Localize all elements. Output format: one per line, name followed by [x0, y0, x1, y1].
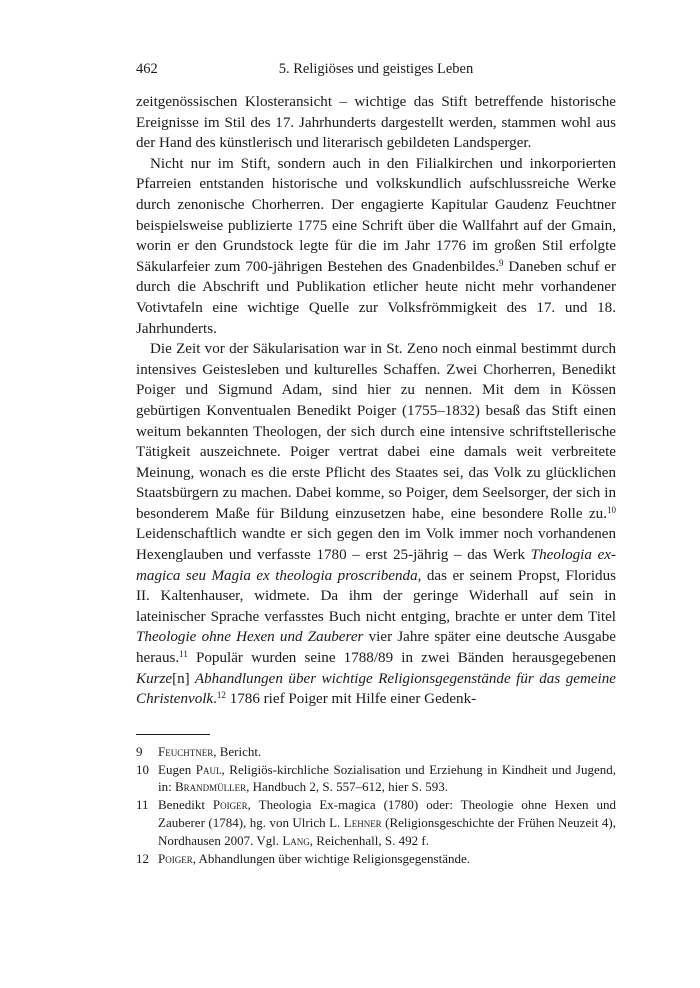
- book-page: [136, 61, 616, 867]
- footnote-10: 10 Eugen Paul, Religiös-kirchliche Sozialisation und Erziehung in Kindheit und Jugend, in: Brandmüller, Handbuch 2, S. 557–612, hier S. 593.: [136, 761, 617, 795]
- footnote-11: 11 Benedikt Poiger, Theologia Ex-magica (1780) oder: Theologie ohne Hexen und Zauberer (1784), hg. von Ulrich L. Lehner (Religionsgeschichte der Frühen Neuzeit 4), Nordhausen 2007. Vgl. Lang, Reichenhall, S. 492 f.: [136, 797, 617, 848]
- work-title-latin: Theologia ex-magica seu Magia ex theologia proscribenda: [136, 547, 616, 584]
- footnote-12: 12 Poiger, Abhandlungen über wichtige Religionsgegenstände.: [136, 850, 471, 866]
- footnote-ref-9: 9: [499, 257, 504, 268]
- paragraph-1: zeitgenössischen Klosteransicht – wichtige das Stift betreffende historische Ereignisse im Stil des 17. Jahrhunderts dargestellt werden, stammen wohl aus der Hand des künstlerisch und literarisch gebildeten Landsperger.: [136, 94, 616, 152]
- work-title-german: Theologie ohne Hexen und Zauberer: [136, 629, 364, 646]
- work-title-abhandlungen: Abhandlungen über wichtige Religionsgegenstände für das gemeine Christenvolk: [136, 670, 616, 708]
- running-title: 5. Religiöses und geistiges Leben: [278, 61, 474, 77]
- running-header: [136, 61, 616, 83]
- footnotes: [136, 743, 616, 868]
- paragraph-3: Die Zeit vor der Säkularisation war in St. Zeno noch einmal bestimmt durch intensives Geistesleben und kulturelles Schaffen. Zwei Chorherren, Benedikt Poiger und Sigmund Adam, sind hier zu nennen. Mit dem in Kössen gebürtigen Konventualen Benedikt Poiger (1755–1832) besaß das Stift einen weitum bekannten Theologen, der sich durch eine intensive schriftstellerische Tätigkeit auszeichnete. Poiger vertrat dabei eine damals weit verbreitete Meinung, wonach es die erste Pflicht des Staates sei, das Volk zu glücklichen Staatsbürgern zu machen. Dabei komme, so Poiger, dem Seelsorger, der sich in besonderem Maße für Bildung einzusetzen habe, eine besondere Rolle zu.$^{10}$ Leidenschaftlich wandte er sich gegen den im Volk immer noch vorhandenen Hexenglauben und verfasste 1780 – erst 25-jährig – das Werk Theologia ex-magica seu Magia ex theologia proscribenda, das er seinem Propst, Floridus II. Kaltenhauser, widmete. Da ihm der geringe Widerhall auf sein in lateinischer Sprache verfasstes Buch nicht entging, brachte er unter dem Titel Theologie ohne Hexen und Zauberer vier Jahre später eine deutsche Ausgabe heraus.$^{11}$ Populär wurden seine 1788/89 in zwei Bänden herausgegebenen Kurze[n] Abhandlungen über wichtige Religionsgegenstände für das gemeine Christenvolk.$^{12}$ 1786 rief Poiger mit Hilfe einer Gedenk-: [136, 341, 617, 708]
- paragraph-2: Nicht nur im Stift, sondern auch in den Filialkirchen und inkorporierten Pfarreien entstanden historische und volkskundlich aufschlussreiche Werke durch zenonische Chorherren. Der engagierte Kapitular Gaudenz Feuchtner beispielsweise publizierte 1775 eine Schrift über die Wallfahrt auf der Gmain, worin er den Grundstock legte für die im Jahr 1776 im großen Stil erfolgte Säkularfeier zum 700-jährigen Bestehen des Gnadenbildes.$^9$ Daneben schuf er durch die Abschrift und Publikation etlicher heute nicht mehr vorhandener Votivtafeln eine wichtige Quelle zur Volksfrömmigkeit des 17. und 18. Jahrhunderts.: [136, 155, 616, 337]
- footnote-ref-11: 11: [179, 649, 188, 660]
- footnote-ref-12: 12: [216, 690, 226, 701]
- footnote-9: 9 Feuchtner, Bericht.: [136, 743, 262, 759]
- main-text: [136, 92, 616, 710]
- page-number: 462: [136, 61, 158, 77]
- footnote-ref-10: 10: [607, 504, 616, 515]
- footnote-separator: [136, 734, 210, 735]
